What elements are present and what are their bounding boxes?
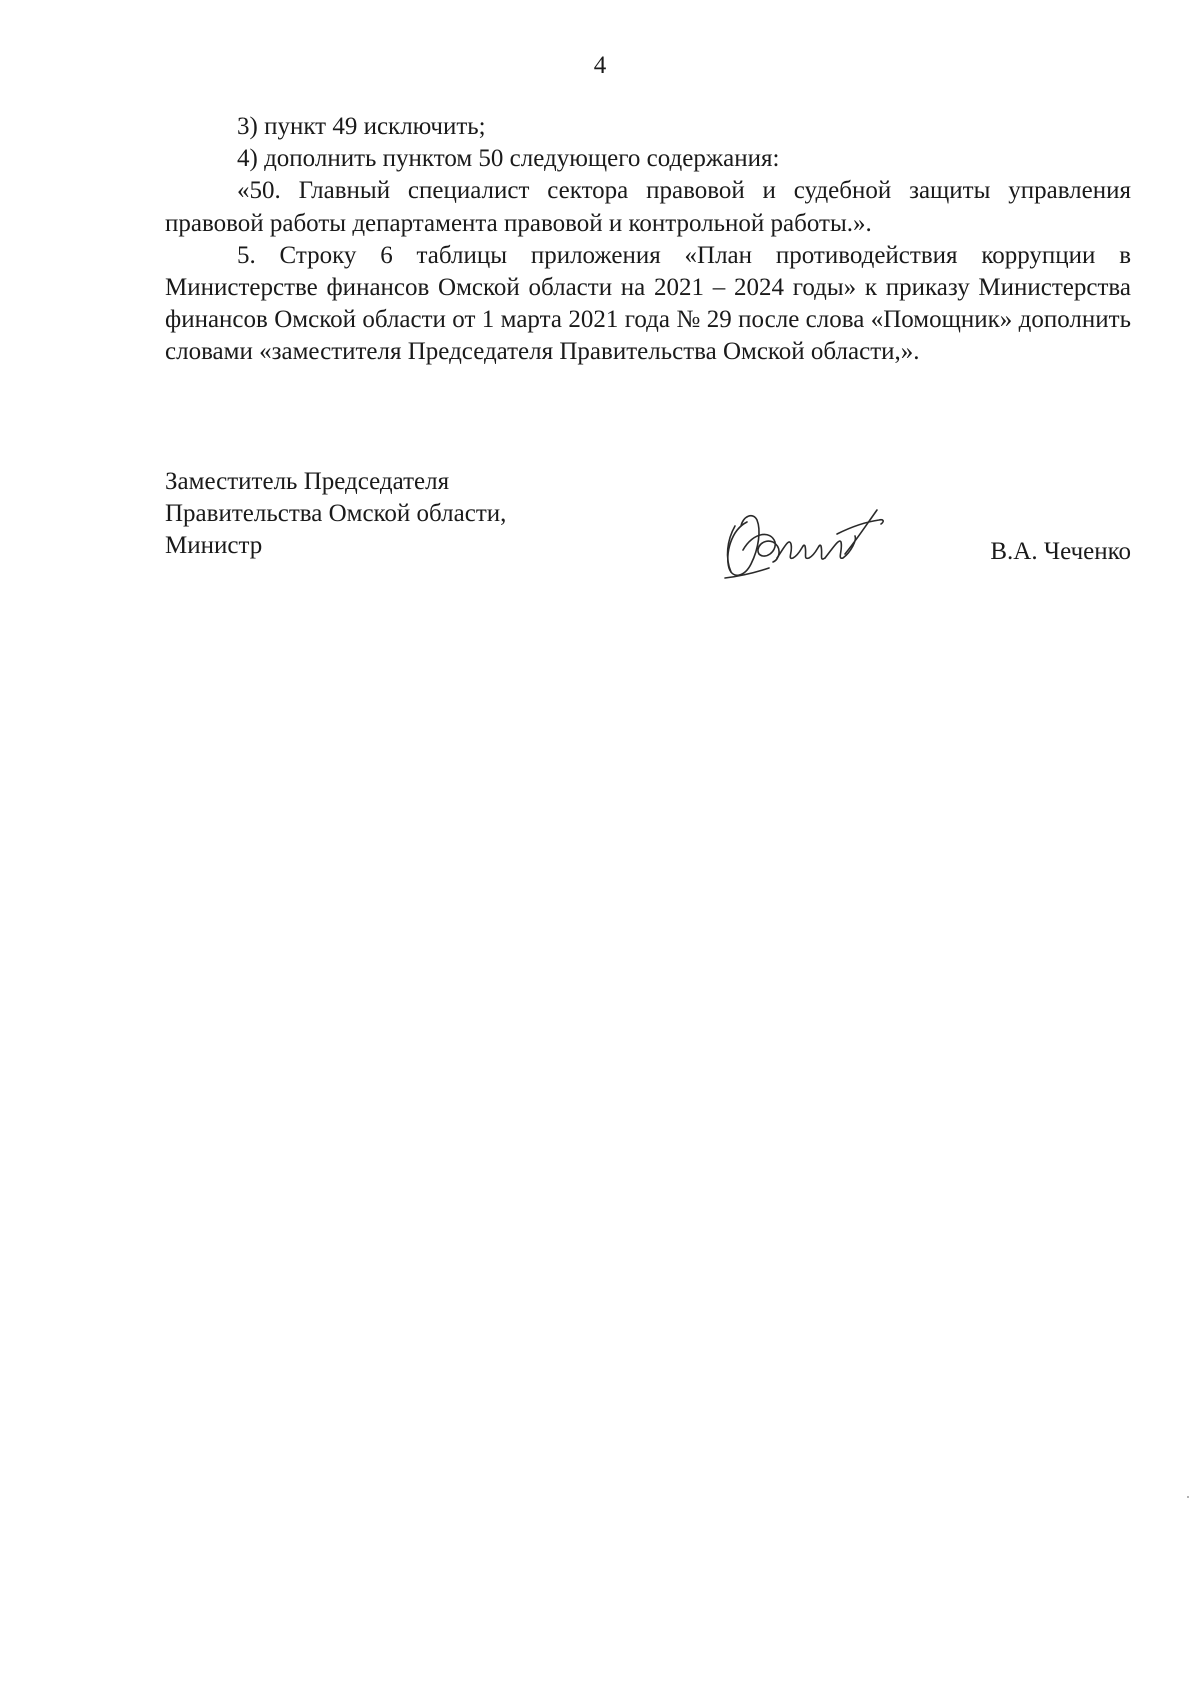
signatory-title: [165, 466, 645, 563]
signatory-title-line: Министр: [165, 532, 263, 560]
signatory-name: В.А. Чеченко: [990, 538, 1131, 565]
page-number: 4: [593, 52, 607, 79]
paragraph-item-50-quote: «50. Главный специалист сектора правовой и судебной защиты управления правовой работы департамента правовой и контрольной работы.».: [165, 177, 1131, 237]
handwritten-signature: [717, 502, 887, 586]
signatory-title-line: Правительства Омской области,: [165, 500, 507, 528]
signatory-title-line: Заместитель Председателя: [165, 468, 450, 495]
paragraph-item-4: 4) дополнить пунктом 50 следующего содержания:: [237, 145, 780, 173]
paragraph-item-3: 3) пункт 49 исключить;: [237, 113, 486, 140]
signature-block: [165, 466, 1131, 576]
document-body: [165, 111, 1131, 369]
paragraph-item-5: 5. Строку 6 таблицы приложения «План противодействия коррупции в Министерстве финансов Омской области на 2021 – 2024 годы» к приказу Министерства финансов Омской области от 1 марта 2021 года № 29 после слова «Помощник» дополнить словами «заместителя Председателя Правительства Омской области,».: [165, 241, 1131, 366]
scan-speck: [1187, 1496, 1189, 1498]
